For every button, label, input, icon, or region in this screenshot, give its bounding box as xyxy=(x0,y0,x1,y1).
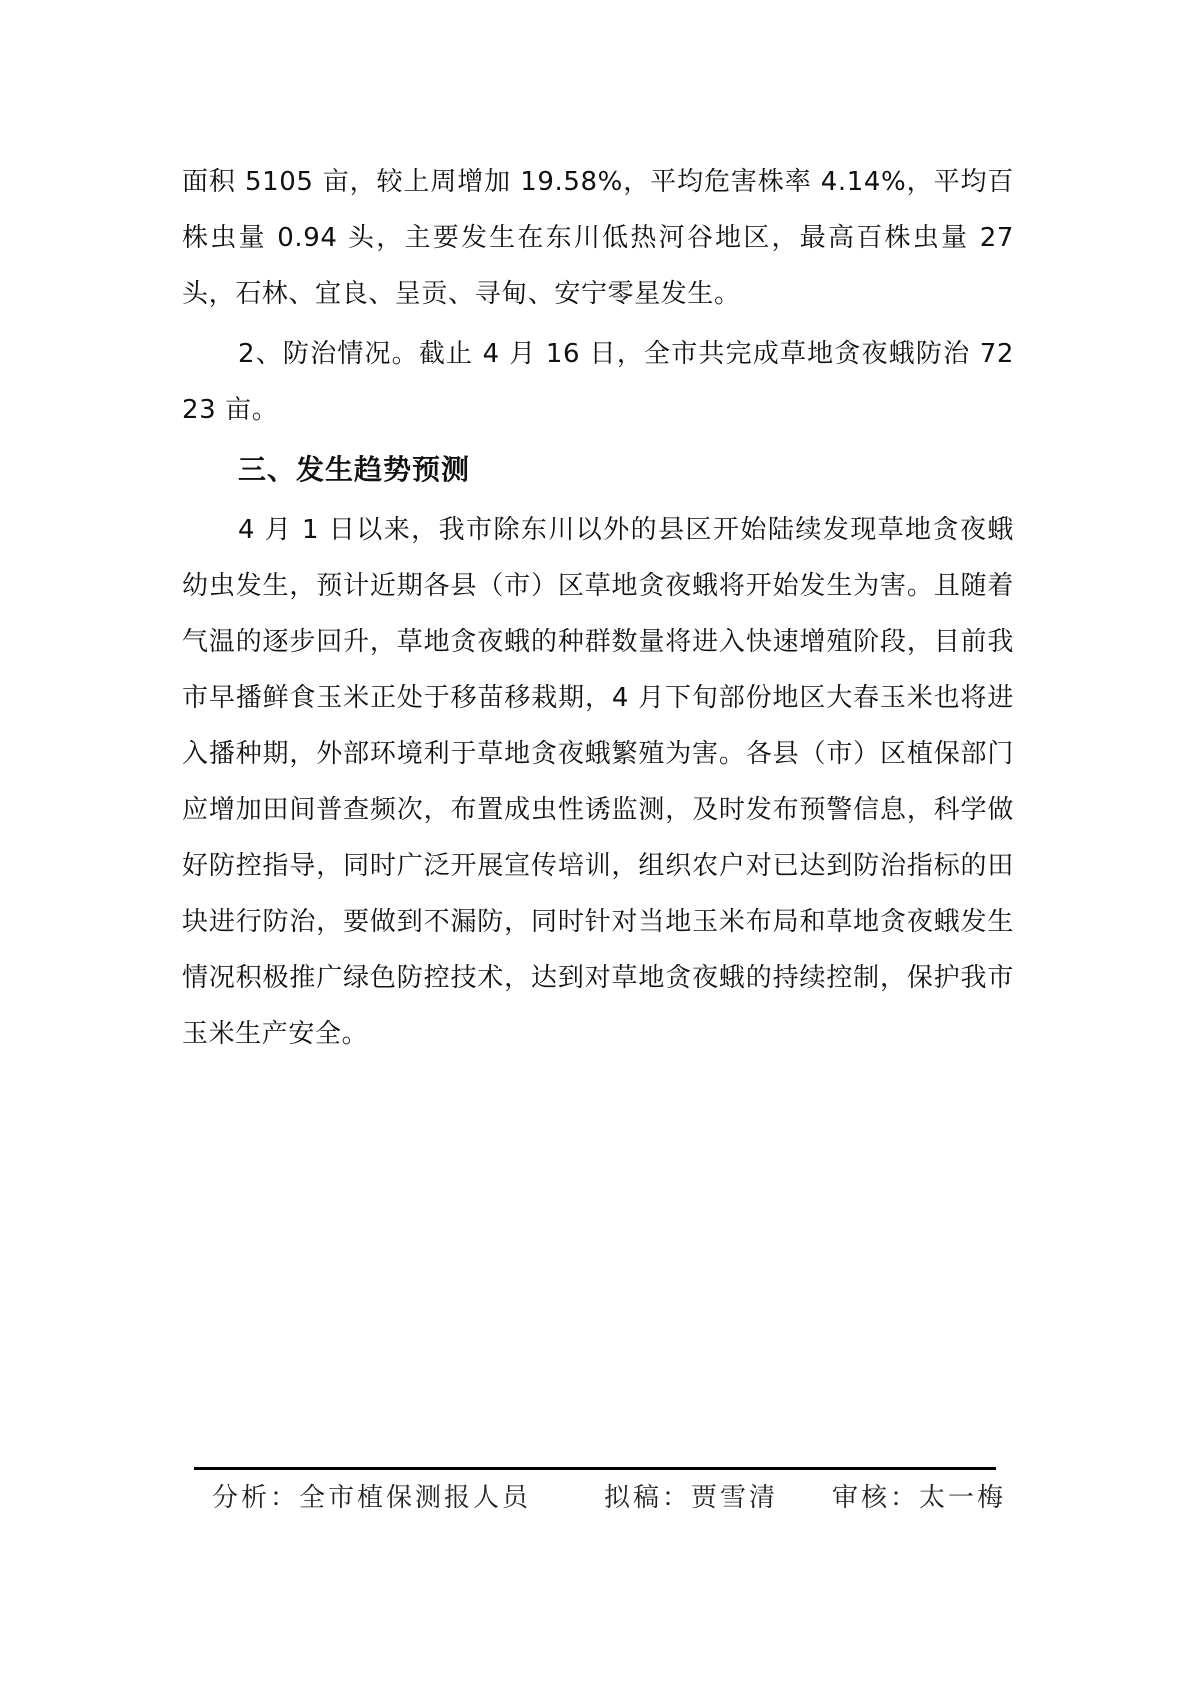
footer-review: 审核：太一梅 xyxy=(832,1483,1007,1513)
paragraph-control-status: 2、防治情况。截止 4 月 16 日，全市共完成草地贪夜蛾防治 7223 亩。 xyxy=(182,339,1014,425)
paragraph-trend-forecast: 4 月 1 日以来，我市除东川以外的县区开始陆续发现草地贪夜蛾幼虫发生，预计近期各县（市）区草地贪夜蛾将开始发生为害。且随着气温的逐步回升，草地贪夜蛾的种群数量将进入快速增殖阶段，目前我市早播鲜食玉米正处于移苗移栽期，4 月下旬部份地区大春玉米也将进入播种期，外部环境利于草地贪夜蛾繁殖为害。各县（市）区植保部门应增加田间普查频次，布置成虫性诱监测，及时发布预警信息，科学做好防控指导，同时广泛开展宣传培训，组织农户对已达到防治指标的田块进行防治，要做到不漏防，同时针对当地玉米布局和草地贪夜蛾发生情况积极推广绿色防控技术，达到对草地贪夜蛾的持续控制，保护我市玉米生产安全。 xyxy=(182,515,1014,1049)
footer-analysis: 分析：全市植保测报人员 xyxy=(212,1483,532,1513)
paragraph-occurrence-continued: 面积 5105 亩，较上周增加 19.58%，平均危害株率 4.14%，平均百株虫量 0.94 头，主要发生在东川低热河谷地区，最高百株虫量 27 头，石林、宜良、呈贡、寻甸、安宁零星发生。 xyxy=(182,167,1014,309)
footer-draft: 拟稿：贾雪清 xyxy=(604,1483,779,1513)
document-body xyxy=(182,154,1014,1066)
footer-credits xyxy=(212,1476,1007,1520)
footer-divider xyxy=(194,1467,996,1470)
section-heading-trend-forecast: 三、发生趋势预测 xyxy=(238,453,471,486)
